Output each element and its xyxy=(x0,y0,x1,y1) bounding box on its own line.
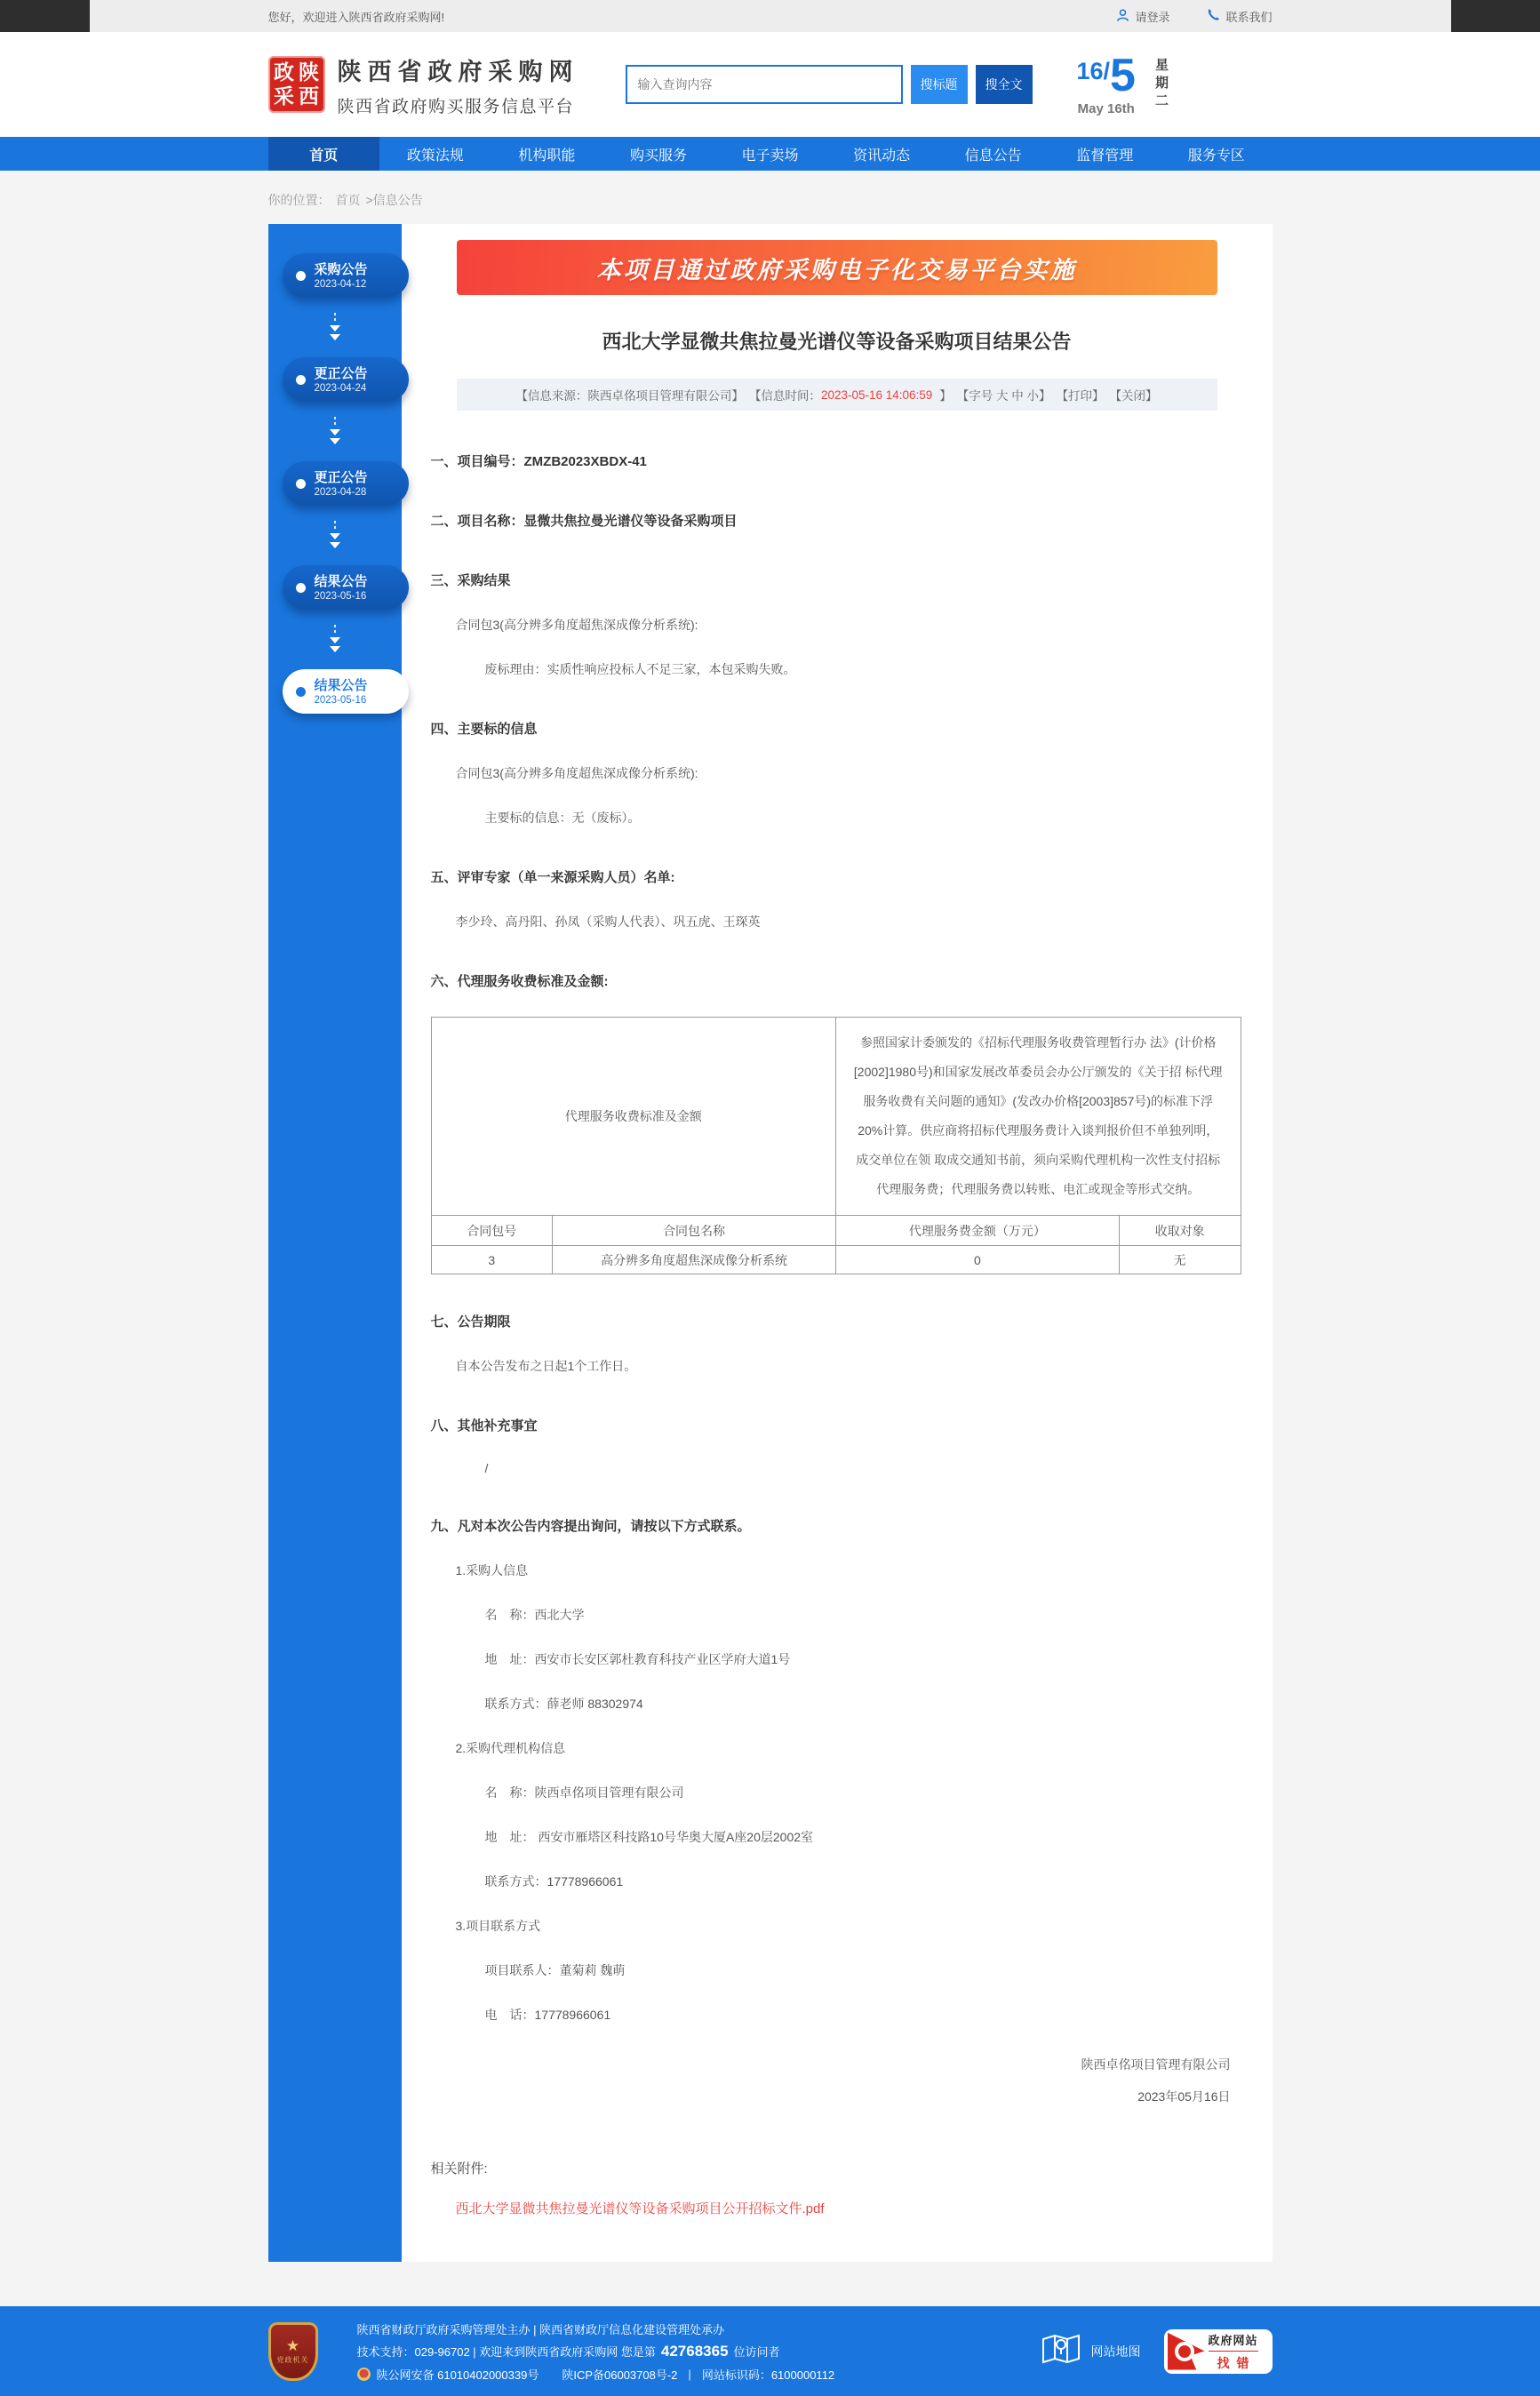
announcement-article xyxy=(402,224,1273,2262)
timeline-date: 2023-05-16 xyxy=(314,694,367,706)
footer-separator: | xyxy=(688,2367,691,2381)
attachments-label: 相关附件: xyxy=(430,2161,488,2176)
supplement-line: / xyxy=(484,1461,489,1475)
table-header-row xyxy=(431,1216,1241,1246)
section-period-heading: 七、公告期限 xyxy=(430,1314,511,1330)
print-button[interactable]: 【打印】 xyxy=(1056,389,1105,403)
meta-source: 【信息来源：陕西卓佲项目管理有限公司】 xyxy=(515,389,744,403)
logo-char: 西 xyxy=(299,85,319,108)
nav-item-announcements[interactable]: 信息公告 xyxy=(964,148,1022,164)
footer-support-suffix: 位访问者 xyxy=(733,2345,780,2359)
sitemap-icon[interactable] xyxy=(1041,2332,1081,2370)
site-header xyxy=(0,32,1540,137)
subject-package-line: 合同包3(高分辨多角度超焦深成像分析系统): xyxy=(455,766,698,780)
contact-label: 联系我们 xyxy=(1225,10,1273,24)
footer-beian-line xyxy=(357,2366,1041,2383)
platform-banner: 本项目通过政府采购电子化交易平台实施 xyxy=(457,240,1217,295)
nav-item-purchase-service[interactable]: 购买服务 xyxy=(629,148,687,164)
sitemap-link[interactable]: 网站地图 xyxy=(1090,2344,1141,2359)
icp-beian-link[interactable]: 陕ICP备06003708号-2 xyxy=(562,2368,678,2382)
police-beian-link[interactable]: 陕公网安备 61010402000339号 xyxy=(376,2368,539,2382)
timeline-dot xyxy=(296,687,306,697)
signature-block xyxy=(431,2056,1243,2105)
nav-item-e-market[interactable]: 电子卖场 xyxy=(741,148,799,164)
col-header-fee-amount: 代理服务费金额（万元） xyxy=(835,1216,1119,1246)
badge-star-icon: ★ xyxy=(285,2336,300,2354)
timeline-arrow-icon xyxy=(268,402,402,461)
search-title-button[interactable]: 搜标题 xyxy=(911,65,968,104)
signature-company: 陕西卓佲项目管理有限公司 xyxy=(1081,2057,1231,2072)
timeline-arrow-icon xyxy=(268,298,402,357)
announcement-timeline xyxy=(268,224,402,2262)
date-widget xyxy=(1077,52,1208,116)
police-badge-icon xyxy=(357,2368,371,2381)
footer-support-prefix: 技术支持：029-96702 | 欢迎来到陕西省政府采购网 您是第 xyxy=(356,2345,656,2359)
weekday-label: 星期二 xyxy=(1153,58,1169,111)
period-line: 自本公告发布之日起1个工作日。 xyxy=(455,1359,637,1373)
agency-contact: 联系方式：17778966061 xyxy=(484,1874,624,1889)
phone-icon xyxy=(1207,8,1220,24)
timeline-arrow-icon xyxy=(268,506,402,565)
article-meta-bar xyxy=(457,379,1217,411)
project-contact-title: 3.项目联系方式 xyxy=(455,1919,541,1933)
cell-payer: 无 xyxy=(1119,1246,1241,1274)
site-subtitle: 陕西省政府购买服务信息平台 xyxy=(337,97,575,116)
site-code-label: 网站标识码：6100000112 xyxy=(701,2368,835,2382)
font-size-control[interactable]: 【字号 大 中 小】 xyxy=(956,389,1051,403)
topbar xyxy=(0,0,1540,32)
contact-link[interactable] xyxy=(1207,8,1272,25)
timeline-dot xyxy=(296,479,306,489)
breadcrumb-home-link[interactable]: 首页 xyxy=(335,193,361,207)
main-nav xyxy=(0,137,1540,171)
timeline-dot xyxy=(296,583,306,593)
content-area xyxy=(268,224,1273,2262)
timeline-label: 更正公告 xyxy=(314,469,368,485)
timeline-dot xyxy=(296,271,306,281)
date-english: May 16th xyxy=(1077,101,1135,116)
agency-fee-table xyxy=(431,1017,1241,1274)
meta-time-prefix: 【信息时间： xyxy=(748,389,821,403)
site-logo[interactable] xyxy=(268,56,325,113)
page-title: 西北大学显微共焦拉曼光谱仪等设备采购项目结果公告 xyxy=(602,331,1072,353)
search-fulltext-button[interactable]: 搜全文 xyxy=(976,65,1033,104)
table-row xyxy=(431,1246,1241,1274)
site-footer xyxy=(0,2306,1540,2396)
meta-time-value: 2023-05-16 14:06:59 xyxy=(820,387,933,402)
timeline-label: 结果公告 xyxy=(314,573,368,589)
fee-standard-label-cell: 代理服务收费标准及金额 xyxy=(431,1018,835,1216)
subject-info-line: 主要标的信息：无（废标）。 xyxy=(484,811,641,825)
col-header-package-no: 合同包号 xyxy=(431,1216,553,1246)
visitor-count: 42768365 xyxy=(660,2342,729,2360)
footer-organizer-line: 陕西省财政厅政府采购管理处主办 | 陕西省财政厅信息化建设管理处承办 xyxy=(356,2322,725,2336)
purchaser-name: 名 称：西北大学 xyxy=(484,1608,585,1622)
error-report-magnifier-icon xyxy=(1168,2333,1205,2370)
timeline-label: 采购公告 xyxy=(314,261,368,277)
section-subject-heading: 四、主要标的信息 xyxy=(430,722,538,737)
nav-item-service-zone[interactable]: 服务专区 xyxy=(1187,148,1245,164)
search-bar xyxy=(626,65,1033,104)
timeline-arrow-icon xyxy=(268,610,402,669)
cell-package-no: 3 xyxy=(431,1246,553,1274)
timeline-date: 2023-04-24 xyxy=(314,382,367,394)
date-month: 5 xyxy=(1110,50,1136,101)
timeline-date: 2023-04-28 xyxy=(314,486,367,498)
party-government-badge-icon xyxy=(268,2322,318,2381)
footer-support-line xyxy=(357,2343,1041,2360)
signature-date: 2023年05月16日 xyxy=(1137,2089,1231,2104)
timeline-date: 2023-04-12 xyxy=(314,278,367,290)
topbar-greeting: 您好，欢迎进入陕西省政府采购网! xyxy=(267,10,445,24)
experts-names-line: 李少玲、高丹阳、孙凤（采购人代表）、巩五虎、王琛英 xyxy=(455,914,761,929)
section-experts-heading: 五、评审专家（单一来源采购人员）名单: xyxy=(430,870,675,885)
agency-info-title: 2.采购代理机构信息 xyxy=(455,1741,566,1755)
timeline-item-procurement[interactable] xyxy=(283,253,409,298)
col-header-package-name: 合同包名称 xyxy=(553,1216,836,1246)
project-contact-person: 项目联系人：董菊莉 魏萌 xyxy=(484,1963,626,1977)
nav-item-policy[interactable]: 政策法规 xyxy=(406,148,464,164)
gov-site-error-report-badge[interactable] xyxy=(1164,2329,1273,2374)
agency-address: 地 址： 西安市雁塔区科技路10号华奥大厦A座20层2002室 xyxy=(484,1830,814,1844)
timeline-date: 2023-05-16 xyxy=(314,590,367,602)
timeline-item-result-2-active[interactable] xyxy=(283,669,409,714)
section-project-number: 一、项目编号：ZMZB2023XBDX-41 xyxy=(430,454,647,469)
section-agency-fee-heading: 六、代理服务收费标准及金额: xyxy=(430,974,609,989)
col-header-payer: 收取对象 xyxy=(1119,1216,1241,1246)
agency-name: 名 称：陕西卓佲项目管理有限公司 xyxy=(484,1785,684,1800)
section-project-name: 二、项目名称：显微共焦拉曼光谱仪等设备采购项目 xyxy=(430,514,738,529)
timeline-label: 更正公告 xyxy=(314,365,368,381)
nav-item-supervision[interactable]: 监督管理 xyxy=(1076,148,1134,164)
logo-char: 政 xyxy=(274,61,294,84)
nav-item-home[interactable]: 首页 xyxy=(268,137,380,171)
login-link[interactable] xyxy=(1116,8,1169,25)
close-button[interactable]: 【关闭】 xyxy=(1109,389,1158,403)
result-package-line: 合同包3(高分辨多角度超焦深成像分析系统): xyxy=(455,618,698,632)
badge-label: 党政机关 xyxy=(276,2355,309,2364)
nav-item-news[interactable]: 资讯动态 xyxy=(853,148,911,164)
user-icon xyxy=(1116,8,1129,25)
section-supplement-heading: 八、其他补充事宜 xyxy=(430,1418,538,1434)
logo-char: 采 xyxy=(274,85,294,108)
logo-char: 陕 xyxy=(299,61,319,84)
attachment-pdf-link[interactable]: 西北大学显微共焦拉曼光谱仪等设备采购项目公开招标文件.pdf xyxy=(455,2201,825,2216)
breadcrumb-current: >信息公告 xyxy=(365,193,423,207)
purchaser-address: 地 址：西安市长安区郭杜教育科技产业区学府大道1号 xyxy=(484,1652,791,1666)
section-inquiry-heading: 九、凡对本次公告内容提出询问，请按以下方式联系。 xyxy=(430,1519,751,1534)
timeline-item-correction-1[interactable] xyxy=(283,357,409,402)
error-badge-title: 政府网站 xyxy=(1209,2331,1258,2352)
fee-standard-text-cell: 参照国家计委颁发的《招标代理服务收费管理暂行办 法》(计价格[2002]1980号)和国家发展改革委员会办公厅颁发的《关于招 标代理服务收费有关问题的通知》(发改办价格[2003]857号)的标准下浮20%计算。供应商将招标代理服务费计入谈判报价但不单独列明，成交单位在领 取成交通知书前，须向采购代理机构一次性支付招标代理服务费；代理服务费以转账、电汇或现金等形式交纳。 xyxy=(835,1018,1241,1216)
breadcrumb xyxy=(268,171,1273,224)
purchaser-contact: 联系方式：薛老师 88302974 xyxy=(484,1697,643,1711)
login-label: 请登录 xyxy=(1135,10,1170,24)
site-name: 陕西省政府采购网 xyxy=(337,58,579,85)
project-contact-phone: 电 话：17778966061 xyxy=(484,2008,611,2022)
error-badge-subtitle: 找错 xyxy=(1217,2355,1257,2370)
timeline-dot xyxy=(296,375,306,385)
timeline-item-correction-2[interactable] xyxy=(283,461,409,506)
cell-fee-amount: 0 xyxy=(835,1246,1119,1274)
section-result-heading: 三、采购结果 xyxy=(430,573,511,588)
breadcrumb-prefix: 你的位置： xyxy=(267,193,331,207)
timeline-label: 结果公告 xyxy=(314,677,368,693)
nav-item-functions[interactable]: 机构职能 xyxy=(518,148,576,164)
purchaser-info-title: 1.采购人信息 xyxy=(455,1563,529,1577)
topbar-strip xyxy=(90,0,1451,32)
timeline-item-result-1[interactable] xyxy=(283,565,409,610)
meta-time-suffix: 】 xyxy=(939,389,952,403)
result-reason-line: 废标理由：实质性响应投标人不足三家，本包采购失败。 xyxy=(484,662,796,676)
search-input[interactable] xyxy=(626,65,903,104)
cell-package-name: 高分辨多角度超焦深成像分析系统 xyxy=(553,1246,836,1274)
date-day: 16/ xyxy=(1076,58,1111,84)
